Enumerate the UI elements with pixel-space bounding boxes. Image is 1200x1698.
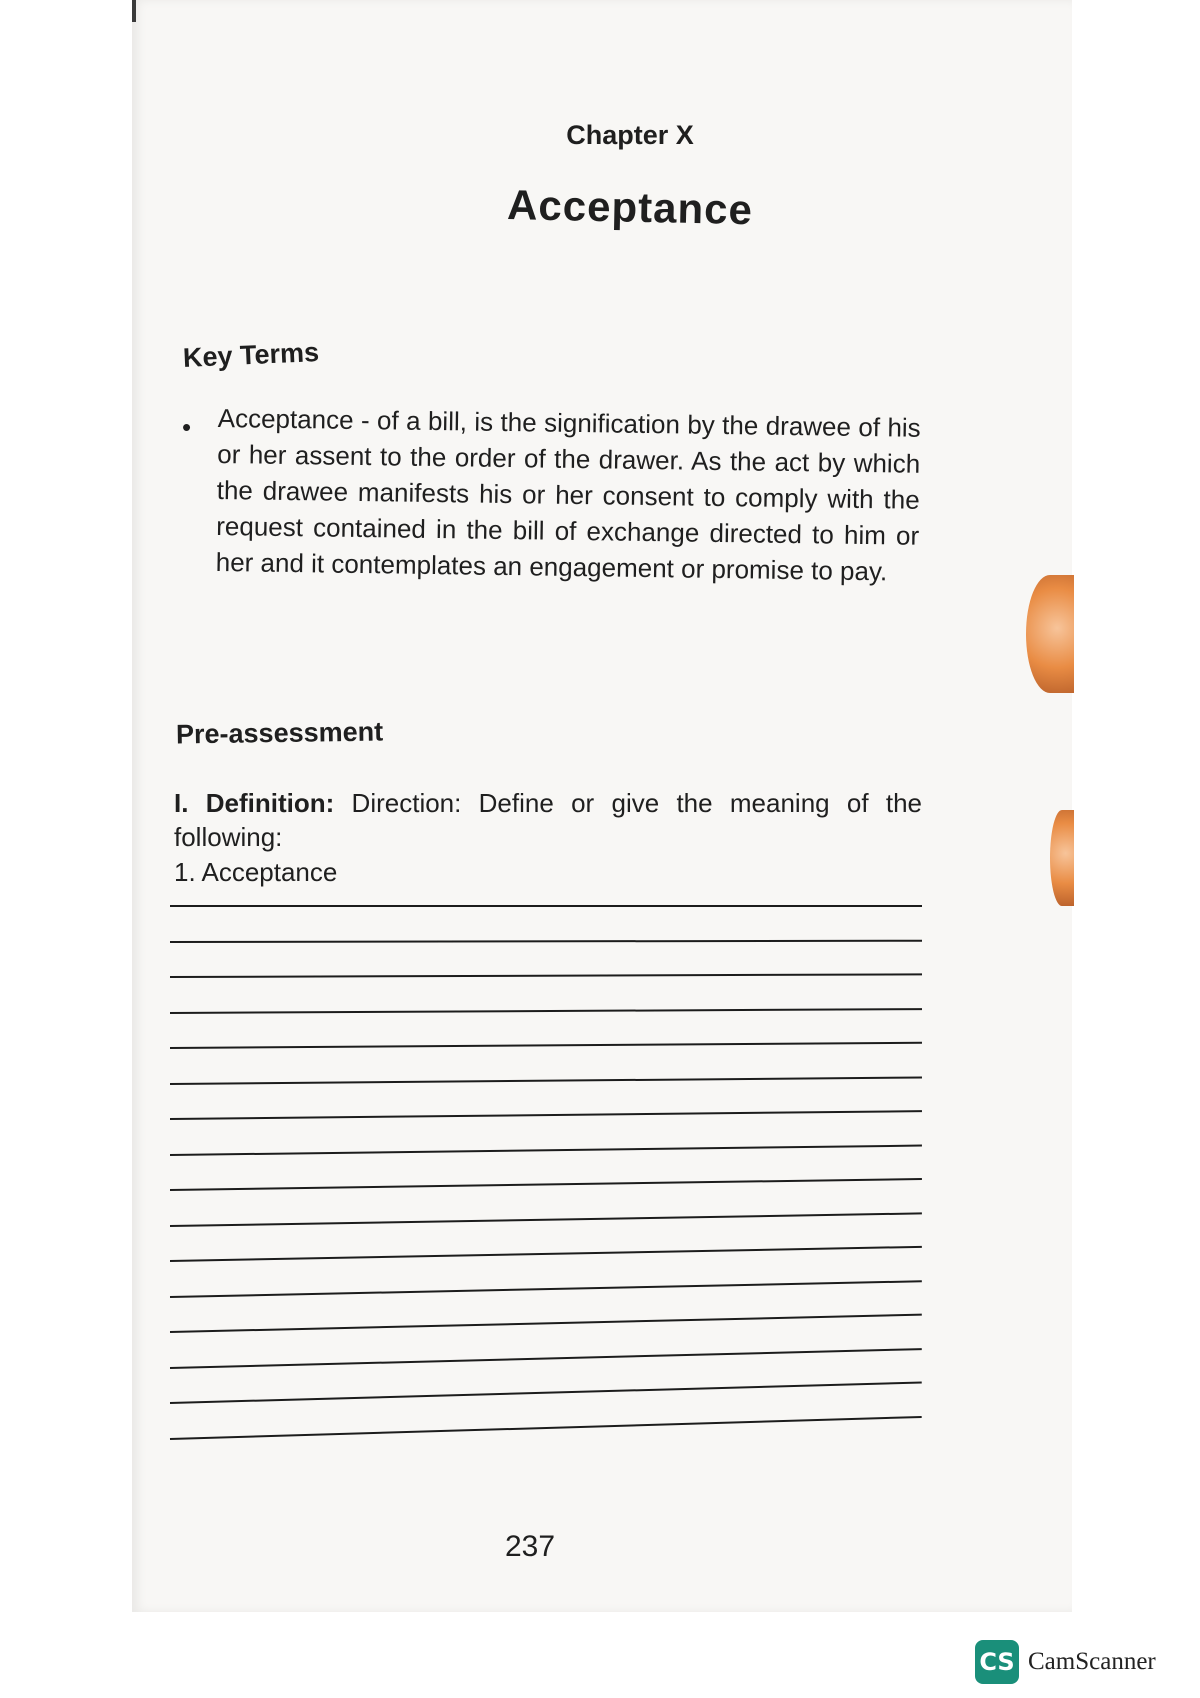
bullet-icon: •: [182, 412, 192, 442]
answer-line[interactable]: [170, 1178, 922, 1191]
answer-line[interactable]: [170, 1042, 922, 1049]
answer-line[interactable]: [170, 939, 922, 942]
answer-line[interactable]: [170, 1246, 922, 1262]
answer-line[interactable]: [170, 1280, 922, 1298]
camscanner-watermark: CamScanner: [1028, 1648, 1156, 1675]
definition-direction: [174, 786, 922, 854]
direction-text: Direction: Define or give the meaning of the following:: [174, 788, 923, 852]
answer-line[interactable]: [170, 1144, 922, 1155]
answer-line[interactable]: [170, 1212, 922, 1227]
answer-line[interactable]: [170, 973, 922, 978]
chapter-label: Chapter X: [566, 120, 694, 150]
camscanner-logo-icon: CS: [975, 1640, 1019, 1684]
answer-line[interactable]: [170, 905, 922, 907]
answer-lines[interactable]: [170, 905, 930, 1465]
answer-line[interactable]: [170, 1415, 922, 1439]
finger-thumb-upper: [1026, 575, 1074, 693]
chapter-title: Acceptance: [506, 181, 754, 234]
page-number: 237: [505, 1530, 556, 1563]
page-edge-mark: [132, 0, 136, 22]
answer-line[interactable]: [170, 1382, 922, 1404]
answer-line[interactable]: [170, 1314, 922, 1333]
key-term-acceptance-definition: Acceptance - of a bill, is the signification by the drawee of his or her assent to the order of the drawer. As the act by which the drawee manifests his or her consent to comply with the request contained in the bill of exchange directed to him or her and it contemplates an engagement or promise to pay.: [215, 402, 921, 587]
question-item: 1. Acceptance: [174, 857, 338, 887]
finger-thumb-lower: [1050, 810, 1074, 906]
answer-line[interactable]: [170, 1348, 922, 1369]
answer-line[interactable]: [170, 1110, 922, 1120]
pre-assessment-heading: Pre-assessment: [175, 716, 384, 750]
definition-section-label: I. Definition:: [174, 788, 335, 818]
key-terms-heading: Key Terms: [182, 337, 320, 373]
answer-line[interactable]: [170, 1076, 922, 1085]
answer-line[interactable]: [170, 1008, 922, 1014]
